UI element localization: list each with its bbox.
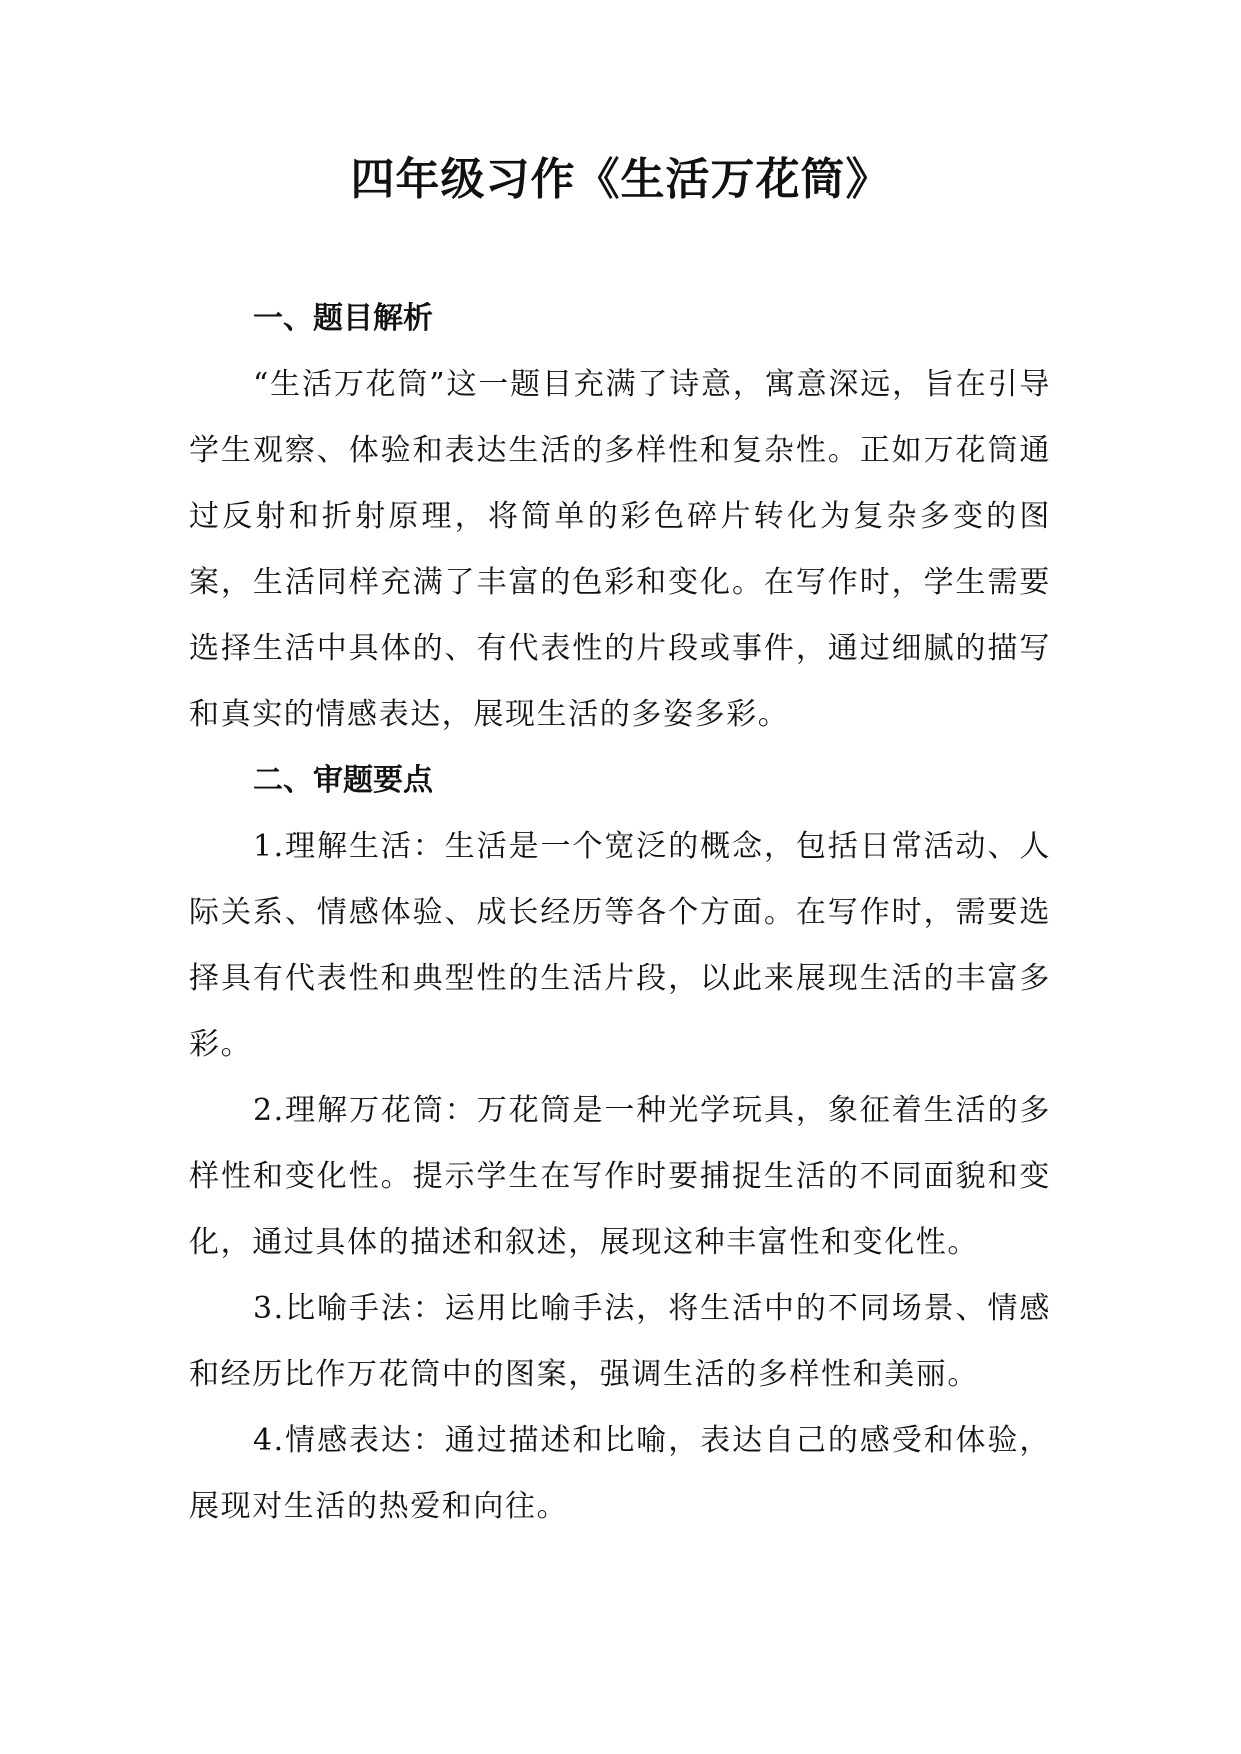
section-heading-key-points: 二、审题要点: [253, 763, 433, 798]
paragraph-point-4: 4.情感表达：通过描述和比喻，表达自己的感受和体验，展现对生活的热爱和向往。: [189, 1423, 1051, 1524]
paragraph-point-2: 2.理解万花筒：万花筒是一种光学玩具，象征着生活的多样性和变化性。提示学生在写作时要捕捉生活的不同面貌和变化，通过具体的描述和叙述，展现这种丰富性和变化性。: [189, 1093, 1051, 1260]
paragraph-point-3: 3.比喻手法：运用比喻手法，将生活中的不同场景、情感和经历比作万花筒中的图案，强调生活的多样性和美丽。: [189, 1291, 1051, 1392]
paragraph-point-1: 1.理解生活：生活是一个宽泛的概念，包括日常活动、人际关系、情感体验、成长经历等各个方面。在写作时，需要选择具有代表性和典型性的生活片段，以此来展现生活的丰富多彩。: [189, 829, 1051, 1062]
section-heading-analysis: 一、题目解析: [253, 301, 433, 336]
document-body: [189, 286, 1051, 1540]
document-title: 四年级习作《生活万花筒》: [350, 154, 891, 205]
paragraph-analysis: “生活万花筒”这一题目充满了诗意，寓意深远，旨在引导学生观察、体验和表达生活的多样性和复杂性。正如万花筒通过反射和折射原理，将简单的彩色碎片转化为复杂多变的图案，生活同样充满了丰富的色彩和变化。在写作时，学生需要选择生活中具体的、有代表性的片段或事件，通过细腻的描写和真实的情感表达，展现生活的多姿多彩。: [189, 367, 1051, 732]
